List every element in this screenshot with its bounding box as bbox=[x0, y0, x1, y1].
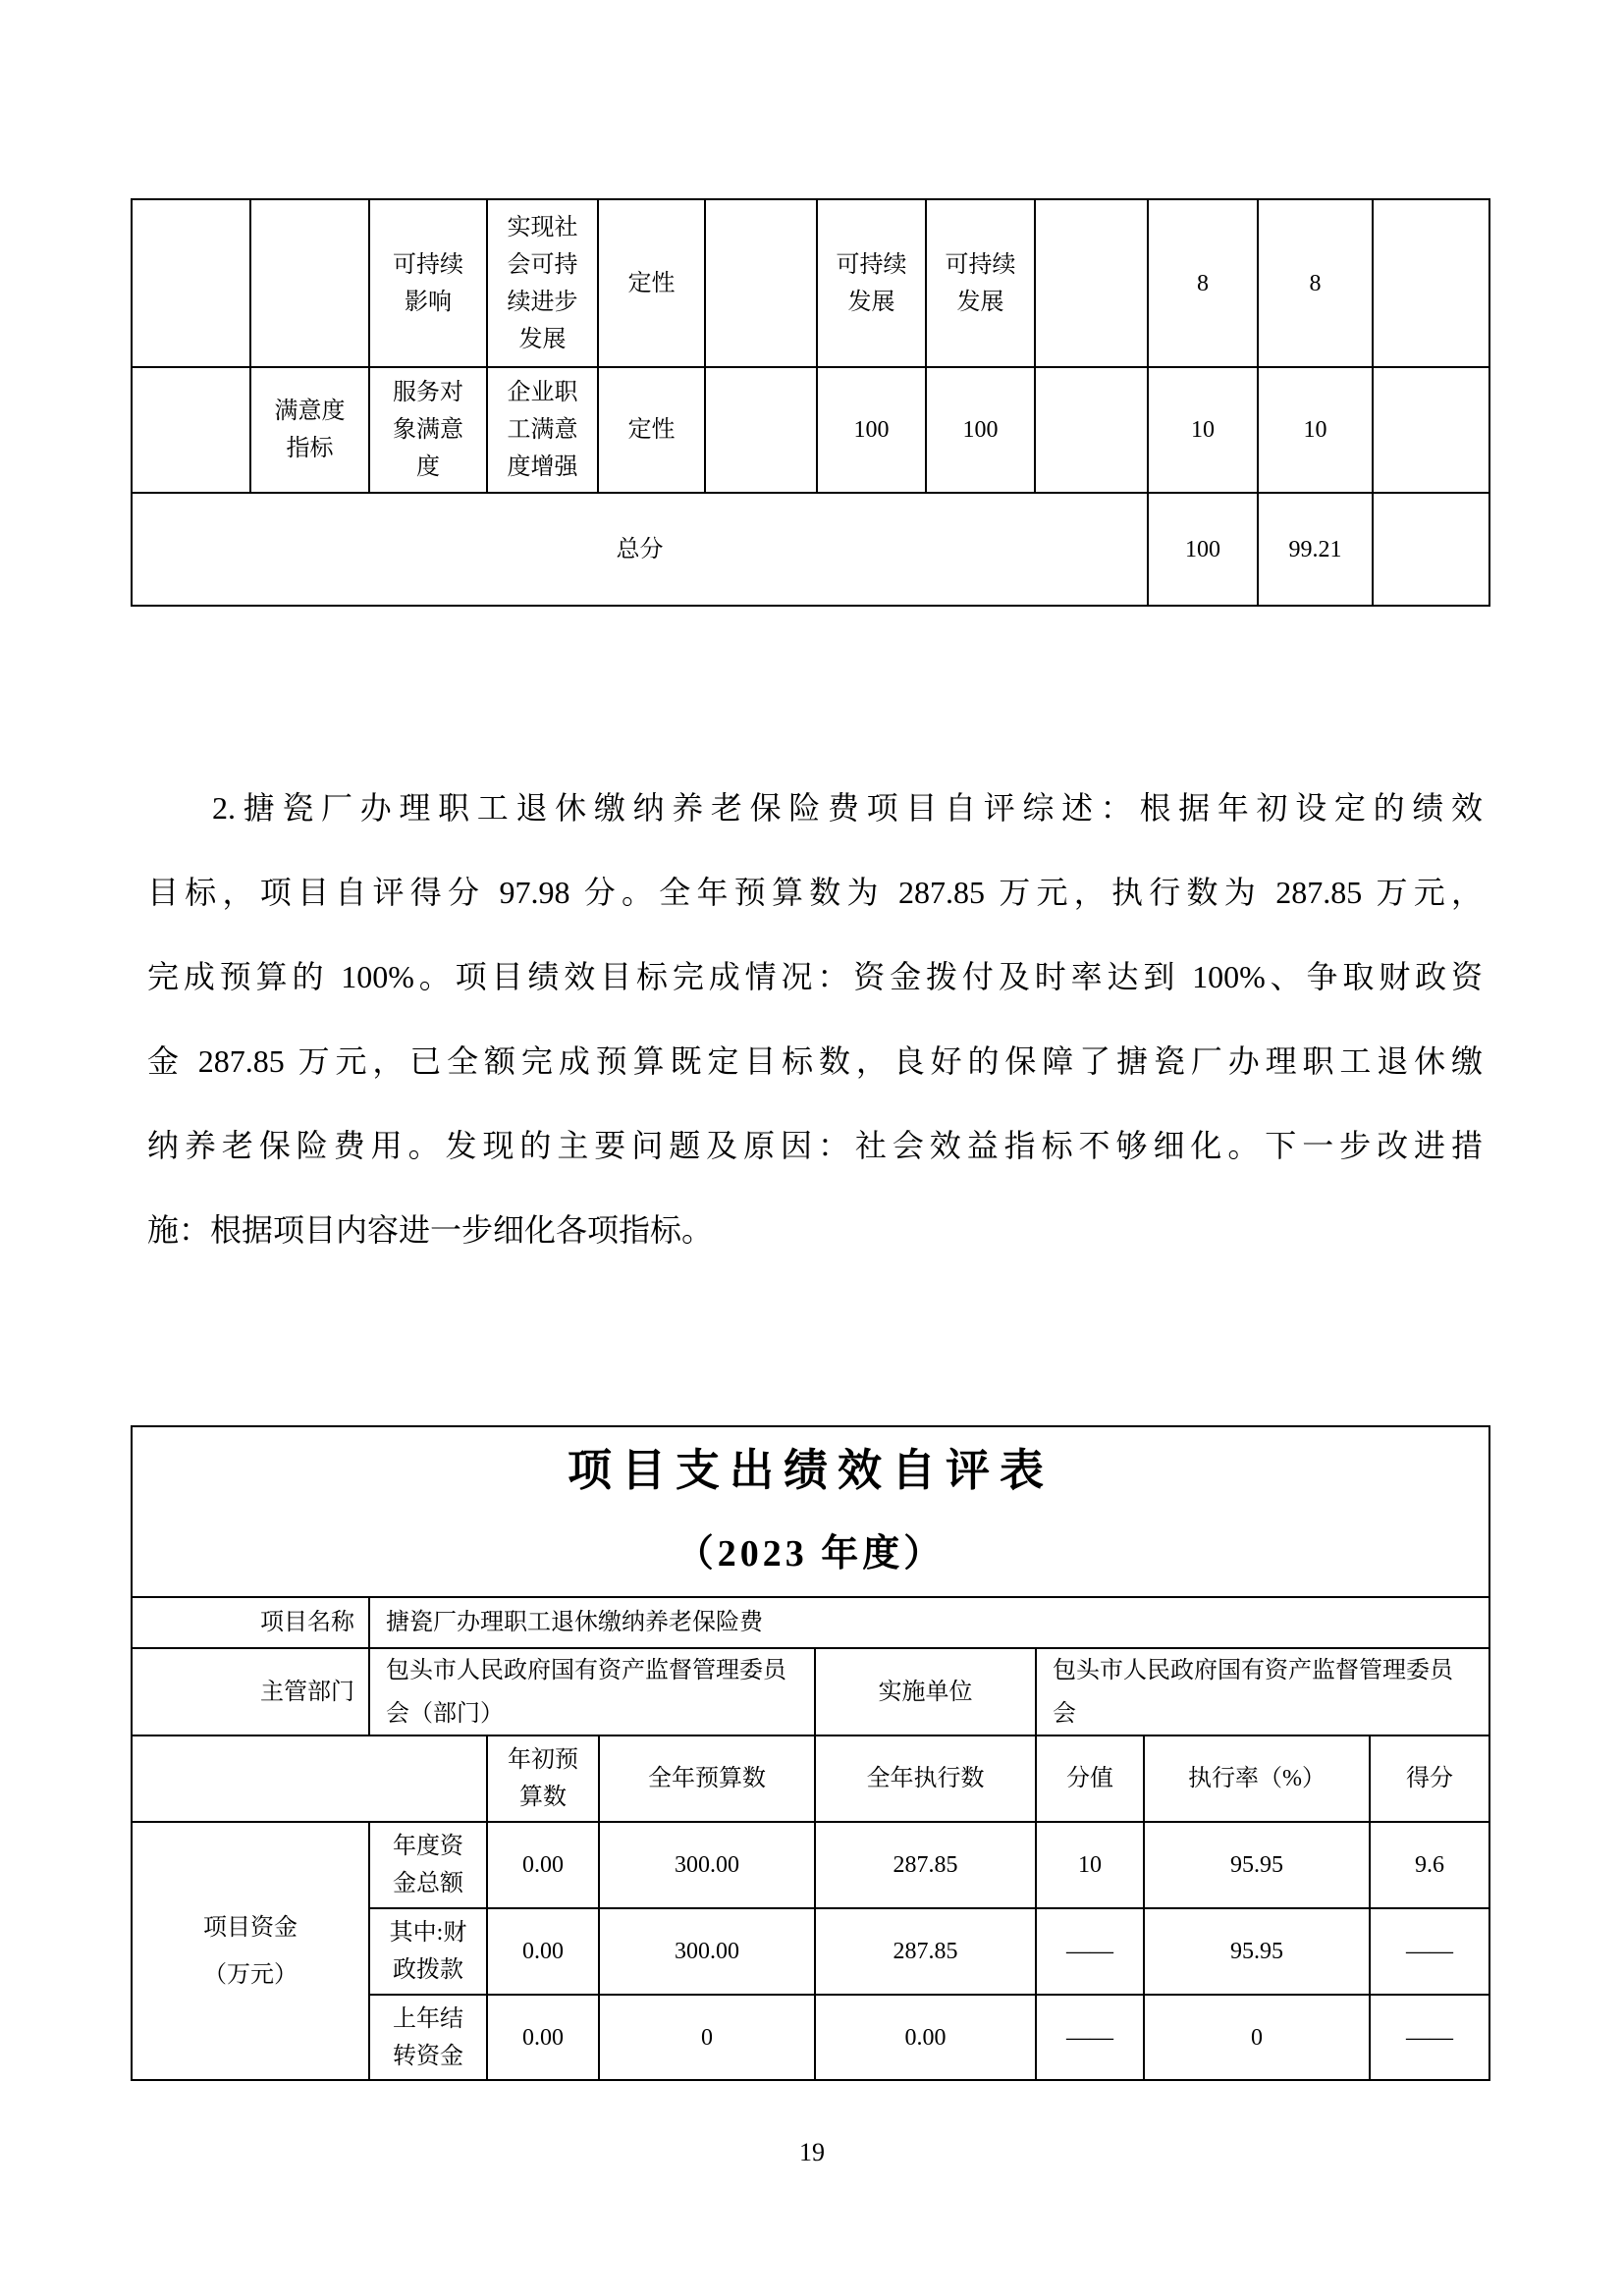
target-value: 100 bbox=[818, 368, 925, 492]
empty-cell bbox=[1374, 494, 1489, 605]
table-title-block bbox=[133, 1427, 1489, 1596]
weight-value: 10 bbox=[1149, 368, 1257, 492]
project-fund-label-line2: （万元） bbox=[203, 1961, 298, 1988]
indicator-detail-employee-satisfaction: 企业职工满意度增强 bbox=[488, 368, 597, 492]
fund-value: 95.95 bbox=[1145, 1823, 1369, 1907]
header-execution-rate: 执行率（%） bbox=[1145, 1736, 1369, 1821]
table-subtitle-year: （2023 年度） bbox=[676, 1533, 946, 1575]
project-expenditure-self-evaluation-table bbox=[131, 1425, 1490, 2081]
indicator-detail-social-progress: 实现社会可持续进步发展 bbox=[488, 200, 597, 366]
header-initial-budget: 年初预算数 bbox=[488, 1736, 598, 1821]
paragraph-line: 完成预算的 100%。项目绩效目标完成情况：资金拨付及时率达到 100%、争取财政资 bbox=[147, 959, 1483, 994]
supervisor-dept-value: 包头市人民政府国有资产监督管理委员会（部门） bbox=[370, 1649, 814, 1735]
header-points: 分值 bbox=[1037, 1736, 1143, 1821]
metric-type-qualitative: 定性 bbox=[599, 368, 704, 492]
metric-type-qualitative: 定性 bbox=[599, 200, 704, 366]
header-annual-budget: 全年预算数 bbox=[600, 1736, 814, 1821]
fund-value: 0.00 bbox=[816, 1996, 1035, 2079]
empty-cell bbox=[706, 368, 816, 492]
indicator-service-satisfaction: 服务对象满意度 bbox=[370, 368, 486, 492]
paragraph-line: 2.搪瓷厂办理职工退休缴纳养老保险费项目自评综述：根据年初设定的绩效 bbox=[212, 790, 1483, 826]
empty-cell bbox=[133, 200, 249, 366]
actual-value: 100 bbox=[927, 368, 1034, 492]
header-score: 得分 bbox=[1371, 1736, 1489, 1821]
empty-cell bbox=[706, 200, 816, 366]
fund-row-label-annual-total: 年度资金总额 bbox=[370, 1823, 486, 1907]
empty-cell bbox=[1374, 368, 1489, 492]
empty-cell bbox=[133, 1736, 486, 1821]
fund-value: 287.85 bbox=[816, 1823, 1035, 1907]
table-title: 项目支出绩效自评表 bbox=[567, 1446, 1054, 1495]
fund-row-label-carryover: 上年结转资金 bbox=[370, 1996, 486, 2079]
project-fund-label-line1: 项目资金 bbox=[203, 1914, 298, 1941]
fund-value: —— bbox=[1037, 1996, 1143, 2079]
total-label: 总分 bbox=[133, 494, 1147, 605]
supervisor-dept-label: 主管部门 bbox=[133, 1649, 368, 1735]
empty-cell bbox=[251, 200, 368, 366]
paragraph-line: 目标，项目自评得分 97.98 分。全年预算数为 287.85 万元，执行数为 287.85 万元， bbox=[147, 875, 1483, 910]
score-value: 10 bbox=[1259, 368, 1372, 492]
empty-cell bbox=[1036, 368, 1147, 492]
fund-value: —— bbox=[1371, 1996, 1489, 2079]
paragraph-line: 施：根据项目内容进一步细化各项指标。 bbox=[147, 1212, 714, 1248]
fund-value: 287.85 bbox=[816, 1909, 1035, 1994]
page-number: 19 bbox=[799, 2138, 825, 2166]
fund-value: 0 bbox=[1145, 1996, 1369, 2079]
fund-row-label-fiscal-allocation: 其中:财政拨款 bbox=[370, 1909, 486, 1994]
project-name-value: 搪瓷厂办理职工退休缴纳养老保险费 bbox=[370, 1598, 1489, 1647]
paragraph-line: 金 287.85 万元，已全额完成预算既定目标数，良好的保障了搪瓷厂办理职工退休缴 bbox=[147, 1043, 1483, 1079]
project-name-label: 项目名称 bbox=[133, 1598, 368, 1647]
score-value: 8 bbox=[1259, 200, 1372, 366]
fund-value: 10 bbox=[1037, 1823, 1143, 1907]
fund-value: 9.6 bbox=[1371, 1823, 1489, 1907]
fund-value: 300.00 bbox=[600, 1909, 814, 1994]
fund-value: —— bbox=[1037, 1909, 1143, 1994]
paragraph-line: 纳养老保险费用。发现的主要问题及原因：社会效益指标不够细化。下一步改进措 bbox=[147, 1128, 1483, 1163]
empty-cell bbox=[1036, 200, 1147, 366]
empty-cell bbox=[133, 368, 249, 492]
header-annual-execution: 全年执行数 bbox=[816, 1736, 1035, 1821]
indicator-sustainable-impact: 可持续影响 bbox=[370, 200, 486, 366]
total-score: 99.21 bbox=[1259, 494, 1372, 605]
implementer-value: 包头市人民政府国有资产监督管理委员会 bbox=[1037, 1649, 1489, 1735]
project-fund-label bbox=[133, 1823, 368, 2079]
empty-cell bbox=[1374, 200, 1489, 366]
fund-value: 0.00 bbox=[488, 1823, 598, 1907]
fund-value: 95.95 bbox=[1145, 1909, 1369, 1994]
fund-value: 0.00 bbox=[488, 1909, 598, 1994]
fund-value: 0 bbox=[600, 1996, 814, 2079]
fund-value: 300.00 bbox=[600, 1823, 814, 1907]
actual-value: 可持续发展 bbox=[927, 200, 1034, 366]
fund-value: —— bbox=[1371, 1909, 1489, 1994]
self-evaluation-paragraph bbox=[147, 766, 1483, 1272]
indicator-score-table bbox=[131, 198, 1490, 607]
total-weight: 100 bbox=[1149, 494, 1257, 605]
category-satisfaction: 满意度指标 bbox=[251, 368, 368, 492]
fund-value: 0.00 bbox=[488, 1996, 598, 2079]
implementer-label: 实施单位 bbox=[816, 1649, 1035, 1735]
target-value: 可持续发展 bbox=[818, 200, 925, 366]
weight-value: 8 bbox=[1149, 200, 1257, 366]
